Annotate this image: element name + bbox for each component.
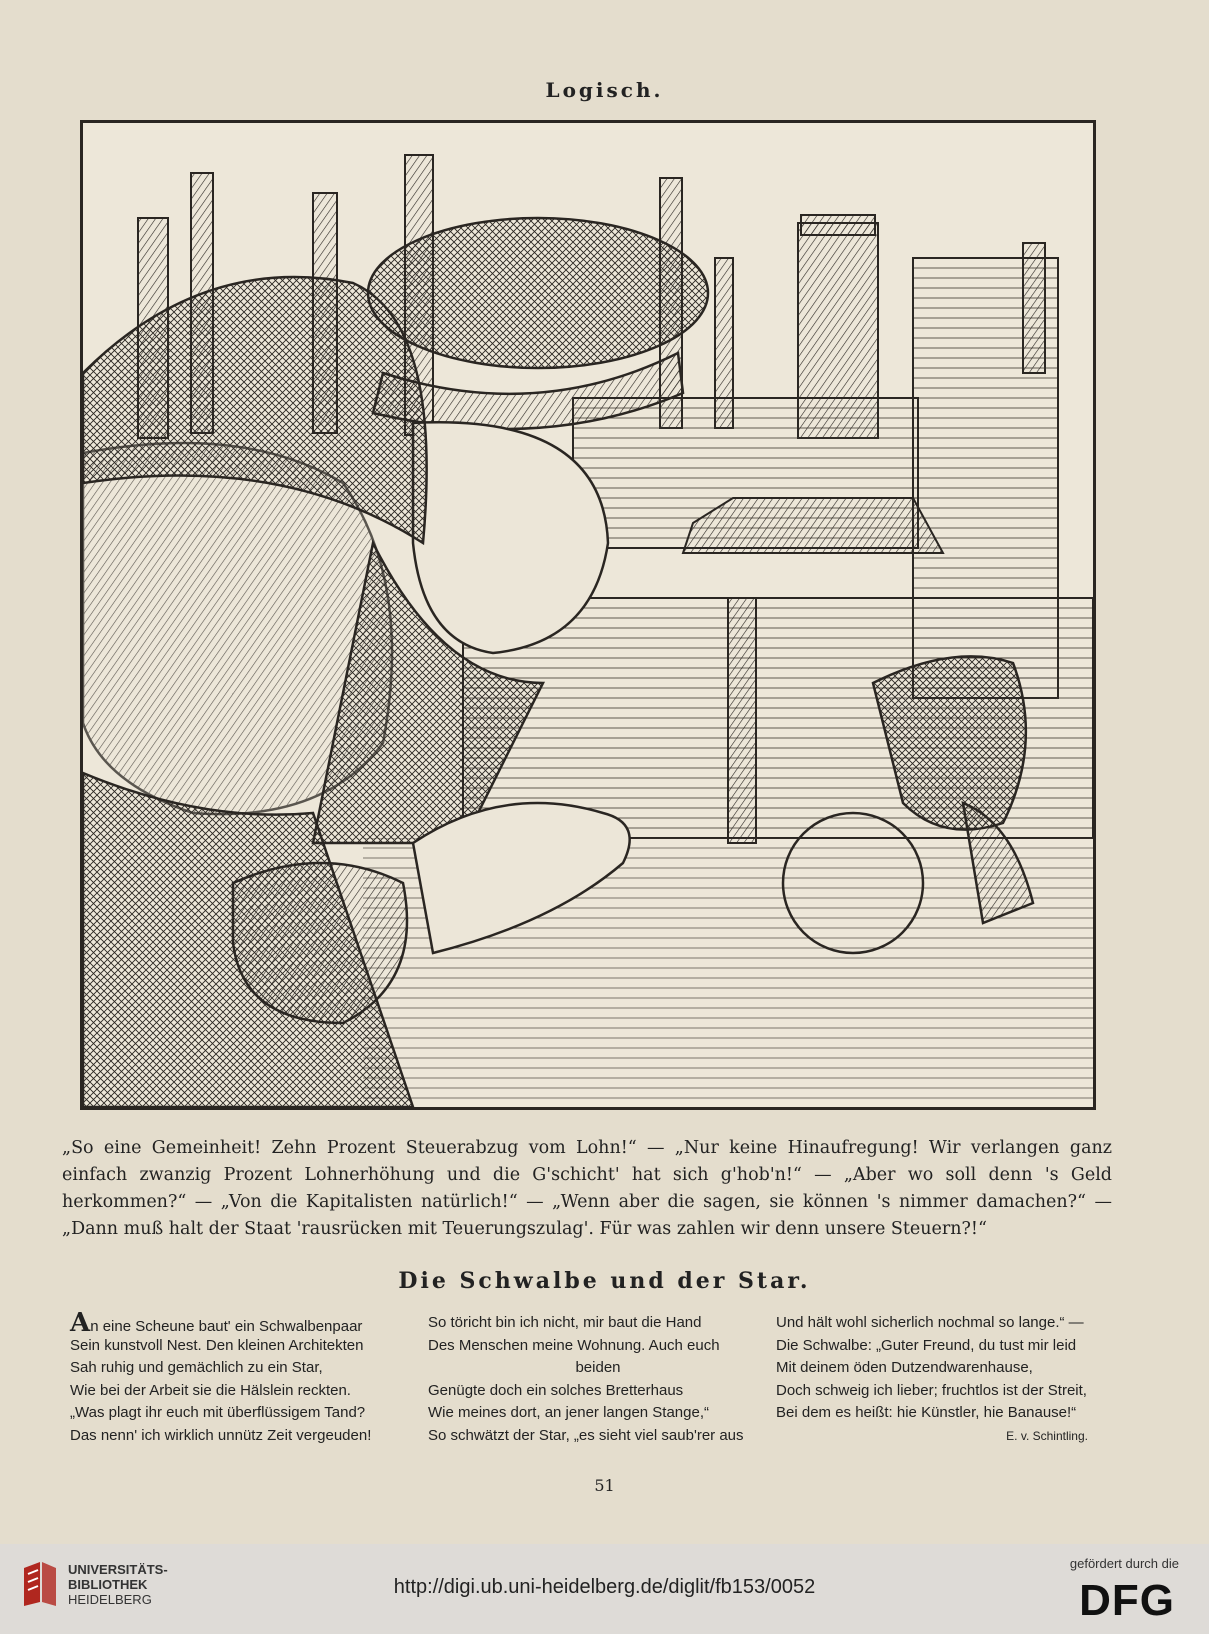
poem-column-3 xyxy=(776,1312,1116,1443)
dropcap: A xyxy=(70,1308,91,1338)
poem-line: An eine Scheune baut' ein Schwalbenpaar xyxy=(70,1308,363,1338)
caption-text: „So eine Gemeinheit! Zehn Prozent Steuerabzug vom Lohn!“ — „Nur keine Hinaufregung! Wir verlangen ganz einfach zwanzig Prozent Lohnerhöhung und die G'schicht' hat sich g'hob'n!“ — „Aber wo soll denn 's Geld herkommen?“ — „Von die Kapitalisten natürlich!“ — „Wenn aber die sagen, sie können 's nimmer damachen?“ — „Dann muß halt der Staat 'rausrücken mit Teuerungszulag'. Für was zahlen wir denn unsere Steuern?!“ xyxy=(62,1138,1112,1239)
page-number: 51 xyxy=(594,1476,615,1495)
viewer-footer xyxy=(0,1544,1209,1634)
illustration-drawing xyxy=(83,123,1093,1107)
dfg-logo[interactable]: DFG xyxy=(1079,1576,1175,1625)
poem-signature: E. v. Schintling. xyxy=(1006,1428,1088,1443)
poem-line: Das nenn' ich wirklich unnütz Zeit vergeuden! xyxy=(70,1426,372,1444)
poem-line: So schwätzt der Star, „es sieht viel saub'rer aus xyxy=(428,1426,744,1444)
poem-line: Mit deinem öden Dutzendwarenhause, xyxy=(776,1359,1033,1376)
poem-line: Bei dem es heißt: hie Künstler, hie Banause!“ xyxy=(776,1404,1077,1421)
poem-line: Sein kunstvoll Nest. Den kleinen Architekten xyxy=(70,1336,364,1354)
poem-line: Genügte doch ein solches Bretterhaus xyxy=(428,1381,684,1399)
poem-line: Und hält wohl sicherlich nochmal so lange.“ — xyxy=(776,1314,1084,1331)
permalink-url[interactable]: http://digi.ub.uni-heidelberg.de/diglit/fb153/0052 xyxy=(393,1576,816,1598)
page-headline: Logisch. xyxy=(545,78,664,102)
poem-line: „Was plagt ihr euch mit überflüssigem Tand? xyxy=(70,1404,366,1421)
poem-line: Doch schweig ich lieber; fruchtlos ist der Streit, xyxy=(776,1381,1087,1399)
poem-line: Des Menschen meine Wohnung. Auch euch xyxy=(428,1336,720,1354)
poem-column-2 xyxy=(428,1312,768,1447)
poem-title: Die Schwalbe und der Star. xyxy=(398,1268,811,1294)
poem-line: Wie meines dort, an jener langen Stange,“ xyxy=(428,1404,709,1421)
library-line-3: HEIDELBERG xyxy=(68,1592,152,1607)
poem-column-1 xyxy=(70,1308,410,1447)
poem-line: Sah ruhig und gemächlich zu ein Star, xyxy=(70,1359,323,1376)
library-line-1: UNIVERSITÄTS- xyxy=(68,1562,168,1577)
poem-line: beiden xyxy=(575,1359,621,1376)
cartoon-illustration xyxy=(80,120,1096,1110)
cartoon-caption xyxy=(62,1135,1112,1243)
funded-by-label: gefördert durch die xyxy=(1069,1556,1179,1571)
poem-line: Wie bei der Arbeit sie die Hälslein reckten. xyxy=(70,1381,351,1399)
poem-line: So töricht bin ich nicht, mir baut die Hand xyxy=(428,1314,702,1331)
poem-line: Die Schwalbe: „Guter Freund, du tust mir leid xyxy=(776,1336,1077,1354)
library-line-2: BIBLIOTHEK xyxy=(68,1577,148,1592)
